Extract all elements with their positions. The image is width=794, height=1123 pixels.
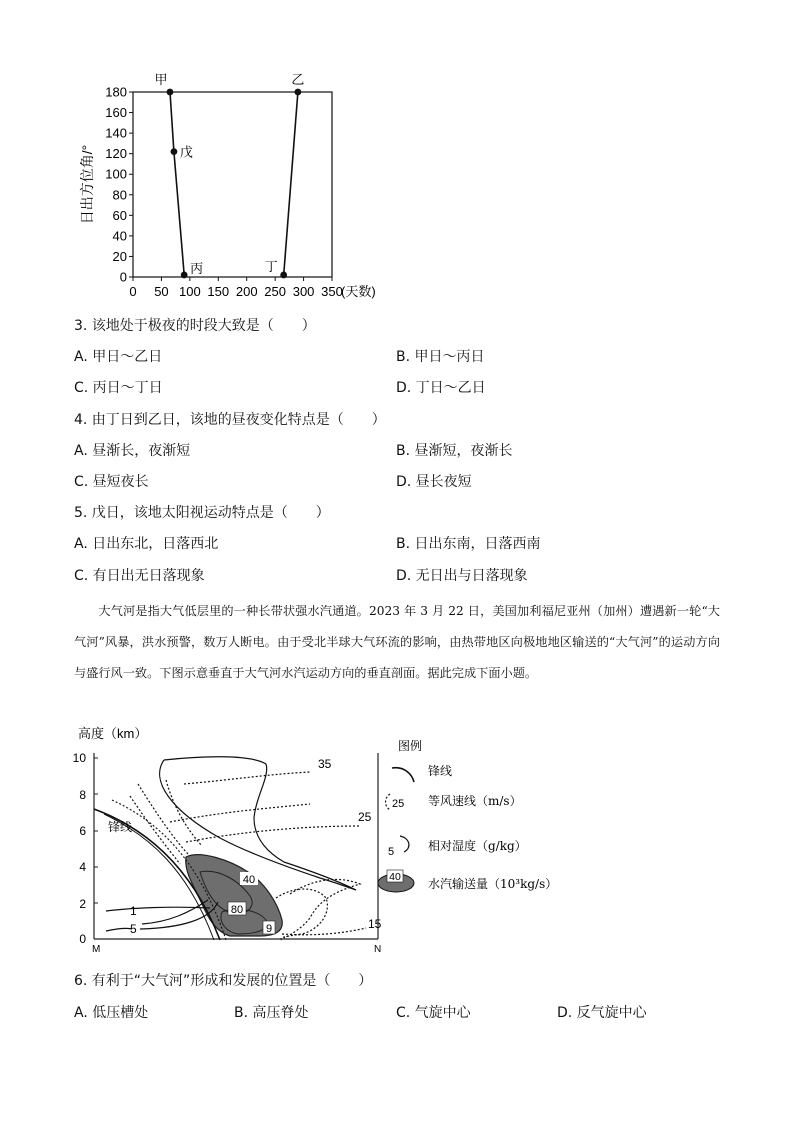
x-tick-label: 350 (321, 284, 343, 299)
question-5-option-a[interactable]: A. 日出东北，日落西北 (74, 536, 219, 552)
data-point (294, 89, 301, 96)
question-6-option-c[interactable]: C. 气旋中心 (396, 1005, 471, 1021)
legend-vapor-sample: 40 (389, 871, 401, 883)
cs-ytick: 8 (79, 788, 86, 802)
question-3-stem: 3. 该地处于极夜的时段大致是（ ） (74, 318, 316, 334)
y-tick-label: 20 (112, 248, 127, 264)
point-label: 戊 (179, 144, 193, 160)
y-tick-label: 160 (105, 105, 127, 121)
cs-ytick: 0 (79, 932, 86, 946)
cs-ytick: 10 (72, 751, 86, 765)
humidity-label-5: 5 (130, 922, 137, 936)
x-tick-label: 0 (129, 284, 137, 299)
series-line (284, 92, 298, 275)
x-tick-label: 200 (235, 284, 258, 299)
legend-wind-symbol (386, 794, 391, 810)
point-label: 乙 (291, 72, 305, 87)
plot-frame (133, 92, 332, 277)
sunrise-azimuth-chart (70, 62, 390, 312)
y-tick-label: 60 (112, 207, 127, 223)
front-label: 锋线 (108, 820, 133, 834)
cs-x-right-label: N (374, 944, 382, 955)
x-tick-label: 50 (154, 284, 169, 299)
legend-humidity-symbol (400, 836, 409, 852)
isotach-35 (184, 772, 310, 784)
y-tick-label: 120 (105, 146, 127, 162)
vapor-label-80: 80 (230, 904, 244, 916)
isotach (284, 879, 360, 938)
question-4-option-c[interactable]: C. 昼短夜长 (74, 474, 149, 490)
question-6-option-a[interactable]: A. 低压槽处 (74, 1005, 149, 1021)
humidity-contour-5-left (106, 928, 132, 931)
cs-ytick: 2 (79, 897, 86, 911)
legend-wind-sample: 25 (392, 798, 405, 810)
y-tick-label: 0 (119, 269, 127, 285)
y-tick-label: 40 (112, 228, 127, 244)
question-5-option-b[interactable]: B. 日出东南，日落西南 (396, 536, 541, 552)
question-4-option-a[interactable]: A. 昼渐长，夜渐短 (74, 443, 191, 459)
x-tick-label: 250 (264, 284, 286, 299)
question-4-option-d[interactable]: D. 昼长夜短 (396, 474, 472, 490)
legend-front: 锋线 (428, 764, 453, 778)
question-3-option-b[interactable]: B. 甲日～丙日 (396, 349, 485, 365)
question-6-stem: 6. 有利于“大气河”形成和发展的位置是（ ） (74, 973, 373, 989)
cs-ytick: 4 (79, 860, 86, 874)
question-3-option-d[interactable]: D. 丁日～乙日 (396, 380, 486, 396)
isotach (130, 796, 180, 864)
data-point (167, 89, 174, 96)
isotach-label-25: 25 (358, 810, 372, 824)
question-5-option-c[interactable]: C. 有日出无日落现象 (74, 568, 205, 584)
legend-wind: 等风速线（m/s） (428, 794, 522, 808)
y-tick-label: 180 (105, 84, 127, 100)
question-3-option-a[interactable]: A. 甲日～乙日 (74, 349, 163, 365)
legend-vapor: 水汽输送量（10³kg/s） (428, 877, 558, 891)
x-tick-label: 300 (292, 284, 315, 299)
cs-x-left-label: M (92, 944, 101, 955)
cs-ylabel: 高度（km） (78, 726, 148, 741)
x-axis-label: (天数) (341, 284, 376, 299)
series-line (170, 92, 184, 275)
question-3-option-c[interactable]: C. 丙日～丁日 (74, 380, 163, 396)
data-point (280, 272, 287, 279)
humidity-label-1: 1 (130, 904, 137, 918)
point-label: 丙 (190, 260, 204, 276)
y-tick-label: 140 (105, 125, 127, 141)
x-tick-label: 100 (179, 284, 201, 299)
point-label: 甲 (154, 72, 168, 87)
question-6-option-d[interactable]: D. 反气旋中心 (557, 1005, 647, 1021)
legend-humidity-sample: 5 (388, 846, 395, 858)
legend-front-symbol (392, 768, 414, 782)
data-point (171, 148, 178, 155)
question-4-option-b[interactable]: B. 昼渐短，夜渐长 (396, 443, 513, 459)
vapor-label-9: 9 (265, 923, 273, 935)
isotach-label-15: 15 (368, 917, 382, 931)
y-tick-label: 80 (112, 187, 127, 203)
legend-humidity: 相对湿度（g/kg） (428, 839, 527, 853)
isotach-label-35: 35 (318, 757, 332, 771)
question-5-stem: 5. 戊日，该地太阳视运动特点是（ ） (74, 505, 330, 521)
question-6-option-b[interactable]: B. 高压脊处 (234, 1005, 309, 1021)
legend-title: 图例 (398, 739, 423, 753)
cross-section-diagram (70, 722, 590, 958)
data-point (181, 272, 188, 279)
y-tick-label: 100 (105, 166, 127, 182)
question-5-option-d[interactable]: D. 无日出与日落现象 (396, 568, 528, 584)
cs-ytick: 6 (79, 824, 86, 838)
passage-atmospheric-river: 大气河是指大气低层里的一种长带状强水汽通道。2023 年 3 月 22 日，美国加利福尼亚州（加州）遭遇新一轮“大气河”风暴，洪水预警，数万人断电。由于受北半球大气环流的影响，由热带地区向极地地区输送的“大气河”的运动方向与盛行风一致。下图示意垂直于大气河水汽运动方向的垂直剖面。据此完成下面小题。 (74, 604, 720, 680)
point-label: 丁 (264, 258, 278, 274)
y-axis-label: 日出方位角/° (79, 144, 95, 225)
question-4-stem: 4. 由丁日到乙日，该地的昼夜变化特点是（ ） (74, 412, 386, 428)
x-tick-label: 150 (207, 284, 230, 299)
vapor-label-40: 40 (242, 874, 256, 886)
isotach (276, 889, 327, 940)
